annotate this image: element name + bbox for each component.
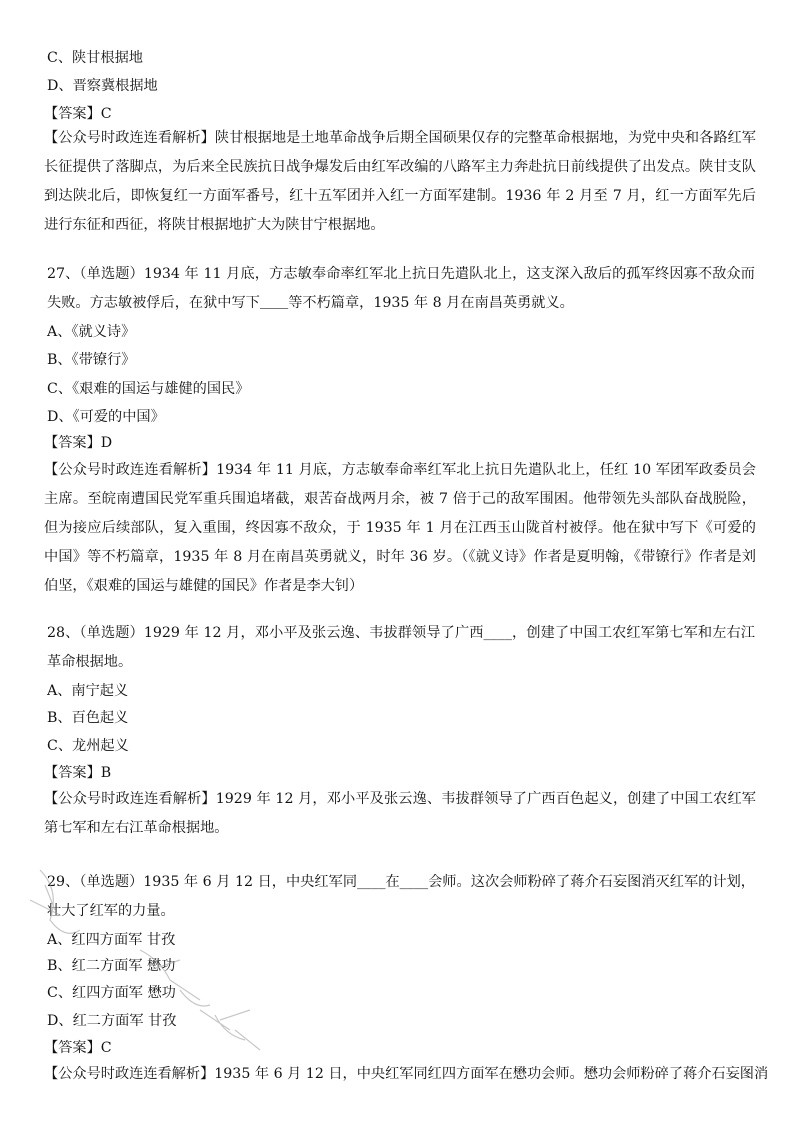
q26-answer: 【答案】C xyxy=(44,106,112,122)
q29-option-a: A、红四方面军 甘孜 xyxy=(47,932,176,948)
q26-analysis: 【公众号时政连连看解析】陕甘根据地是土地革命战争后期全国硕果仅存的完整革命根据地，为党中央和各路红军长征提供了落脚点，为后来全民族抗日战争爆发后由红军改编的八路军主力奔赴抗日前线提供了出发点。陕甘支队到达陕北后，即恢复红一方面军番号，红十五军团并入红一方面军建制。1936 年 2 月至 7 月，红一方面军先后进行东征和西征，将陕甘根据地扩大为陕甘宁根据地。 xyxy=(44,130,756,233)
q29-option-c: C、红四方面军 懋功 xyxy=(47,985,176,1001)
q27-answer: 【答案】D xyxy=(44,435,113,451)
q27-option-d: D、《可爱的中国》 xyxy=(47,409,165,425)
q27-analysis: 【公众号时政连连看解析】1934 年 11 月底，方志敏奉命率红军北上抗日先遣队北上，任红 10 军团军政委员会主席。至皖南遭国民党军重兵围追堵截，艰苦奋战两月余，被 7 倍于己的敌军围困。他带领先头部队奋战脱险，但为接应后续部队，复入重围，终因寡不敌众，于 1935 年 1 月在江西玉山陇首村被俘。他在狱中写下《可爱的中国》等不朽篇章，1935 年 8 月在南昌英勇就义，时年 36 岁。（《就义诗》作者是夏明翰，《带镣行》作者是刘伯坚，《艰难的国运与雄健的国民》作者是李大钊） xyxy=(44,462,756,594)
q26-option-d: D、晋察冀根据地 xyxy=(47,78,158,94)
q28-option-b: B、百色起义 xyxy=(47,710,129,726)
q29-answer: 【答案】C xyxy=(44,1040,112,1056)
q28-option-a: A、南宁起义 xyxy=(47,683,129,699)
q29-option-d: D、红二方面军 甘孜 xyxy=(47,1013,177,1029)
q27-option-b: B、《带镣行》 xyxy=(47,352,136,368)
q29-option-b: B、红二方面军 懋功 xyxy=(47,958,176,974)
q27-option-a: A、《就义诗》 xyxy=(47,324,136,340)
q28-analysis: 【公众号时政连连看解析】1929 年 12 月，邓小平及张云逸、韦拔群领导了广西百色起义，创建了中国工农红军第七军和左右江革命根据地。 xyxy=(44,791,756,836)
q29-analysis: 【公众号时政连连看解析】1935 年 6 月 12 日，中央红军同红四方面军在懋功会师。懋功会师粉碎了蒋介石妄图消 xyxy=(44,1066,769,1082)
q28-option-c: C、龙州起义 xyxy=(47,738,129,754)
q27-option-c: C、《艰难的国运与雄健的国民》 xyxy=(47,381,250,397)
q27-stem: 27、（单选题）1934 年 11 月底，方志敏奉命率红军北上抗日先遣队北上，这支深入敌后的孤军终因寡不敌众而失败。方志敏被俘后，在狱中写下＿＿等不朽篇章，1935 年 8 月在南昌英勇就义。 xyxy=(47,266,755,311)
q26-option-c: C、陕甘根据地 xyxy=(47,50,143,66)
q28-stem: 28、（单选题）1929 年 12 月，邓小平及张云逸、韦拔群领导了广西____，创建了中国工农红军第七军和左右江革命根据地。 xyxy=(47,625,755,670)
q28-answer: 【答案】B xyxy=(44,765,112,781)
q29-stem: 29、（单选题）1935 年 6 月 12 日，中央红军同____在____会师。这次会师粉碎了蒋介石妄图消灭红军的计划，壮大了红军的力量。 xyxy=(47,874,755,919)
